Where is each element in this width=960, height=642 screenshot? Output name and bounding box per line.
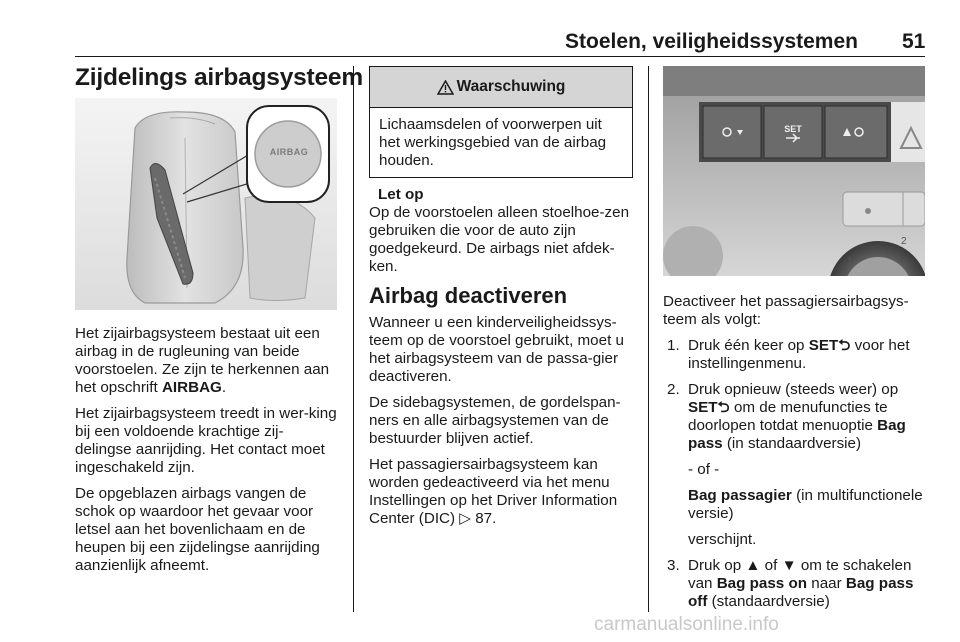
alternative-option: Bag passagier (in multifunctionele versie) xyxy=(688,487,923,522)
step-number: 1. xyxy=(667,337,680,354)
svg-text:1: 1 xyxy=(847,256,853,267)
step-2-alternatives xyxy=(688,461,928,549)
step-number: 2. xyxy=(667,381,680,398)
right-column-text xyxy=(663,293,928,619)
steps-list xyxy=(663,337,928,611)
warning-triangle-icon xyxy=(437,80,454,95)
column-divider-1 xyxy=(353,66,354,612)
running-header-title: Stoelen, veiligheidssystemen xyxy=(565,30,858,53)
airbag-inscription: AIRBAG xyxy=(161,379,222,396)
arrow-down-icon: ▼ xyxy=(781,557,797,574)
warning-header xyxy=(370,67,632,108)
paragraph-child-seat: Wanneer u een kinderveiligheidssys-teem op de voorstoel gebruikt, moet u het airbagsysteem van de passa-gier deactiveren. xyxy=(369,314,624,385)
watermark: carmanualsonline.info xyxy=(594,614,779,635)
left-column-text xyxy=(75,325,339,583)
appears-text: verschijnt. xyxy=(688,531,757,548)
paragraph-deactivate-intro: Deactiveer het passagiersairbagsys-teem als volgt: xyxy=(663,293,909,328)
warning-title: Waarschuwing xyxy=(456,78,566,95)
page-reference-icon: ▷ xyxy=(459,510,471,527)
step-2: 2. Druk opnieuw (steeds weer) op SET⮌ om de menufuncties te doorlopen totdat menuoptie Bag pass (in standaardversie) - of - Bag passagier (in multifunctionele versie) verschijnt. xyxy=(663,381,928,549)
note-text: Op de voorstoelen alleen stoelhoe-zen gebruiken die voor de auto zijn goedgekeurd. De airbags niet afdek-ken. xyxy=(369,204,630,275)
step-1: 1. Druk één keer op SET⮌ voor het instellingenmenu. xyxy=(667,337,910,372)
return-arrow-icon: ⮌ xyxy=(838,337,851,354)
svg-text:2: 2 xyxy=(901,236,907,247)
section-heading-side-airbag: Zijdelings airbagsysteem xyxy=(75,64,363,91)
page-number: 51 xyxy=(902,30,926,53)
set-key-label: SET xyxy=(808,337,839,354)
paragraph-activation: Het zijairbagsysteem treedt in wer-king bij een voldoende krachtige zij-delingse aanrijding. Het contact moet ingeschakeld zijn. xyxy=(75,405,337,476)
set-button-label: SET xyxy=(784,124,802,134)
arrow-up-icon: ▲ xyxy=(745,557,761,574)
return-arrow-icon: ⮌ xyxy=(717,399,730,416)
page-reference[interactable]: 87. xyxy=(475,510,497,527)
step-3: 3. Druk op ▲ of ▼ om te schakelen van Bag pass on naar Bag pass off (standaardversie) xyxy=(667,557,914,610)
dashboard-buttons-photo xyxy=(663,66,925,276)
dashboard-drawing xyxy=(663,66,925,276)
menu-option-bag-passagier: Bag passagier xyxy=(688,487,792,504)
paragraph-side-airbag-intro: Het zijairbagsysteem bestaat uit een airbag in de rugleuning van beide voorstoelen. Ze zijn te herkennen aan het opschrift AIRBAG. xyxy=(75,325,330,396)
warning-text: Lichaamsdelen of voorwerpen uit het werkingsgebied van de airbag houden. xyxy=(379,116,607,169)
header-rule xyxy=(75,56,925,57)
menu-option-bag-pass: Bag pass xyxy=(688,417,906,452)
step-number: 3. xyxy=(667,557,680,574)
note-block xyxy=(369,186,633,276)
option-bag-pass-off: Bag pass off xyxy=(688,575,914,610)
seat-airbag-drawing xyxy=(75,98,337,310)
section-heading-airbag-deactivation: Airbag deactiveren xyxy=(369,283,568,308)
note-title: Let op xyxy=(378,186,424,203)
or-separator: - of - xyxy=(688,461,720,478)
column-divider-2 xyxy=(648,66,649,612)
paragraph-dic-menu: Het passagiersairbagsysteem kan worden gedeactiveerd via het menu Instellingen op het Driver Information Center (DIC) ▷ 87. xyxy=(369,456,618,527)
set-key-label: SET xyxy=(688,399,718,416)
warning-box xyxy=(369,66,633,178)
paragraph-systems-active: De sidebagsystemen, de gordelspan-ners en alle airbagsystemen van de bestuurder blijven actief. xyxy=(369,394,621,447)
paragraph-effect: De opgeblazen airbags vangen de schok op waardoor het gevaar voor letsel aan het bovenlichaam en de heupen bij een zijdelingse aanrijding aanzienlijk afneemt. xyxy=(75,485,320,574)
airbag-label-embossed: AIRBAG xyxy=(269,147,309,157)
option-bag-pass-on: Bag pass on xyxy=(716,575,808,592)
seat-airbag-illustration xyxy=(75,98,337,310)
middle-column-text xyxy=(369,186,633,536)
